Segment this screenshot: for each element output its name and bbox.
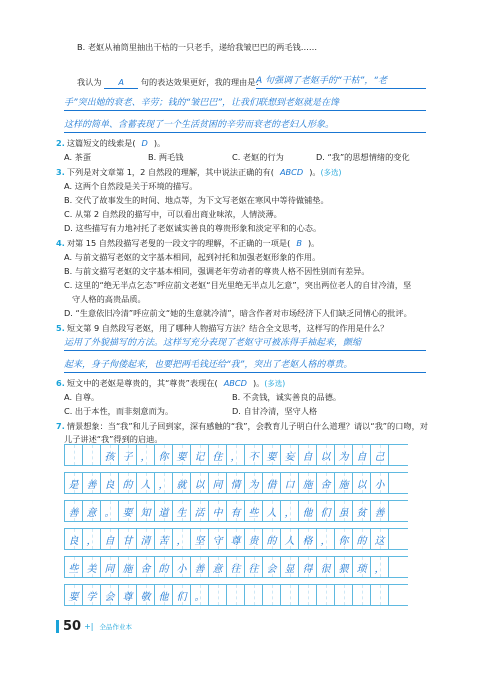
q5-answer-line-2[interactable]: 起来，身子佝偻起来，也要把两毛钱还给“我”，突出了老妪人格的尊贵。 [64,360,353,370]
page-footer [56,619,132,634]
grid-cell[interactable] [137,473,155,493]
grid-char: ， [284,507,295,519]
grid-cell[interactable] [65,501,83,521]
reason-line-2[interactable]: 手”突出她的衰老、辛劳；钱的“皱巴巴”，让我们联想到老妪就是在馋 [64,98,339,108]
grid-char: 。 [194,591,205,603]
grid-cell[interactable] [245,445,263,465]
grid-cell[interactable] [83,585,101,605]
grid-cell[interactable] [227,445,245,465]
grid-char: 善 [194,563,205,575]
grid-cell[interactable] [353,557,371,577]
grid-char: 有 [230,507,241,519]
option-b-text: B. 老妪从袖筒里抽出干枯的一只老手，递给我皱巴巴的两毛钱…… [77,42,318,52]
q3-option-a: A. 这两个自然段是关于环境的描写。 [64,181,198,191]
grid-row [64,528,408,550]
grid-cell[interactable] [137,585,155,605]
grid-cell[interactable] [155,473,173,493]
grid-cell[interactable] [191,585,209,605]
q2-option-b: B. 两毛钱 [148,152,184,162]
grid-row [64,584,408,606]
grid-cell[interactable] [281,501,299,521]
grid-cell[interactable] [119,529,137,549]
grid-cell[interactable] [227,557,245,577]
grid-char: 苦 [158,535,169,547]
grid-char: 格 [302,535,313,547]
grid-char: 小 [176,563,187,575]
grid-cell[interactable] [137,557,155,577]
reason-line-1[interactable]: A 句强调了老妪手的“干枯”，“老 [256,76,388,86]
grid-cell[interactable] [245,501,263,521]
grid-char: ， [320,535,331,547]
q2-stem: 2. 这篇短文的线索是( D )。 [56,138,166,148]
grid-char: 善 [374,507,385,519]
grid-char: 的 [266,535,277,547]
grid-cell[interactable] [299,501,317,521]
q6-answer[interactable]: ABCD [223,378,247,388]
grid-row [64,472,408,494]
grid-cell[interactable] [263,529,281,549]
grid-cell[interactable] [191,529,209,549]
grid-cell[interactable] [191,473,209,493]
grid-cell[interactable] [299,473,317,493]
grid-cell[interactable] [245,473,263,493]
grid-char: 要 [68,591,79,603]
grid-char: 坚 [194,535,205,547]
grid-char: 善 [68,507,79,519]
grid-char: 人 [284,535,295,547]
grid-cell[interactable] [83,557,101,577]
grid-cell[interactable] [299,585,317,605]
grid-cell[interactable] [245,529,263,549]
reason-line-3[interactable]: 这样的简单、含蓄表现了一个生活贫困的辛劳而衰老的老妇人形象。 [64,120,335,130]
grid-char: 子 [122,451,133,463]
grid-char: 贫 [356,507,367,519]
grid-cell[interactable] [209,585,227,605]
opinion-line: 我认为 A 句的表达效果更好，我的理由是： [77,77,264,87]
grid-cell[interactable] [299,557,317,577]
grid-cell[interactable] [281,529,299,549]
grid-char: 很 [320,563,331,575]
grid-cell[interactable] [83,501,101,521]
q4-answer[interactable]: B [296,238,302,248]
grid-cell[interactable] [299,445,317,465]
grid-cell[interactable] [335,557,353,577]
grid-cell[interactable] [371,473,389,493]
grid-cell[interactable] [281,445,299,465]
grid-char: 口 [284,479,295,491]
q2-option-c: C. 老妪的行为 [232,152,284,162]
grid-char: 敬 [140,591,151,603]
grid-char: ， [176,535,187,547]
grid-char: 得 [302,563,313,575]
grid-cell[interactable] [119,557,137,577]
grid-char: 猥 [338,563,349,575]
grid-char: 舍 [320,479,331,491]
grid-char: 小 [374,479,385,491]
q4-option-a: A. 与前文描写老妪的文字基本相同，起到衬托和加强老妪形象的作用。 [64,252,321,262]
grid-cell[interactable] [101,445,119,465]
q6-option-d: D. 自甘冷清，坚守人格 [232,406,318,416]
grid-cell[interactable] [335,473,353,493]
grid-char: 们 [176,591,187,603]
grid-char: 不 [248,451,259,463]
grid-char: 人 [140,479,151,491]
grid-char: 尊 [122,591,133,603]
grid-cell[interactable] [353,585,371,605]
grid-cell[interactable] [155,501,173,521]
grid-char: 尊 [230,535,241,547]
grid-cell[interactable] [65,445,83,465]
grid-char: 些 [248,507,259,519]
grid-cell[interactable] [119,445,137,465]
grid-char: 妄 [284,451,295,463]
q3-answer[interactable]: ABCD [279,167,304,177]
grid-char: 施 [338,479,349,491]
grid-cell[interactable] [155,529,173,549]
grid-cell[interactable] [335,445,353,465]
grid-cell[interactable] [317,501,335,521]
q2-option-a: A. 茶蛋 [64,152,92,162]
grid-cell[interactable] [101,501,119,521]
grid-char: ， [140,451,151,463]
grid-cell[interactable] [65,557,83,577]
grid-cell[interactable] [137,501,155,521]
grid-char: 的 [158,563,169,575]
grid-char: 贵 [248,535,259,547]
q3-option-d: D. 这些描写有力地衬托了老妪诚实善良的尊贵形象和淡定平和的心态。 [64,223,322,233]
grid-cell[interactable] [281,473,299,493]
grid-char: 生 [176,507,187,519]
grid-cell[interactable] [263,585,281,605]
grid-cell[interactable] [83,473,101,493]
grid-char: 往 [230,563,241,575]
grid-char: 显 [284,563,295,575]
q3-option-b: B. 交代了故事发生的时间、地点等，为下文写老妪在寒风中等待做铺垫。 [64,195,329,205]
grid-cell[interactable] [173,501,191,521]
grid-char: 是 [68,479,79,491]
grid-cell[interactable] [173,529,191,549]
grid-cell[interactable] [119,473,137,493]
grid-char: 中 [212,507,223,519]
grid-char: 的 [122,479,133,491]
grid-char: ， [158,479,169,491]
q6-stem: 6. 短文中的老妪是尊贵的，其“尊贵”表现在( ABCD )。(多选) [56,378,286,388]
grid-cell[interactable] [245,585,263,605]
grid-cell[interactable] [281,585,299,605]
grid-char: 你 [338,535,349,547]
grid-char: 住 [212,451,223,463]
page-number: 50 [63,619,82,634]
q6-option-a: A. 自尊。 [64,392,100,402]
grid-char: 的 [356,535,367,547]
grid-cell[interactable] [263,445,281,465]
grid-char: 以 [194,479,205,491]
q4-option-c-cont: 守人格的高贵品质。 [72,294,146,304]
composition-grid[interactable] [64,444,408,612]
q4-option-d: D. “生意依旧冷清”呼应前文“她的生意就冷清”，暗含作者对市场经济下人们缺乏同情心的批评。 [64,308,412,318]
grid-cell[interactable] [83,529,101,549]
grid-char: 同 [212,479,223,491]
footer-brand: 全品作业本 [99,623,132,631]
grid-cell[interactable] [173,557,191,577]
grid-char: 善 [86,479,97,491]
grid-char: 这 [374,535,385,547]
grid-char: 以 [356,479,367,491]
grid-cell[interactable] [371,529,389,549]
grid-char: 要 [122,507,133,519]
grid-cell[interactable] [263,501,281,521]
grid-char: 美 [86,563,97,575]
grid-cell[interactable] [245,557,263,577]
q3-stem: 3. 下列是对文章第 1，2 自然段的理解，其中说法正确的有( ABCD )。(多选) [56,167,342,177]
grid-char: 他 [302,507,313,519]
grid-char: 良 [68,535,79,547]
grid-char: 就 [176,479,187,491]
grid-cell[interactable] [119,501,137,521]
grid-cell[interactable] [191,501,209,521]
q5-stem: 5. 短文第 9 自然段写老妪，用了哪种人物描写方法？结合全文思考，这样写的作用是什么？ [56,323,389,333]
grid-char: 为 [338,451,349,463]
grid-char: 为 [248,479,259,491]
grid-cell[interactable] [173,585,191,605]
grid-char: 意 [86,507,97,519]
grid-char: 自 [356,451,367,463]
grid-cell[interactable] [335,501,353,521]
grid-char: 同 [104,563,115,575]
grid-char: 记 [194,451,205,463]
grid-cell[interactable] [137,529,155,549]
grid-char: 意 [212,563,223,575]
q7-stem-2: 儿子讲述“我”得到的启迪。 [64,434,163,444]
grid-char: 守 [212,535,223,547]
grid-cell[interactable] [209,529,227,549]
grid-cell[interactable] [263,557,281,577]
grid-cell[interactable] [227,529,245,549]
grid-cell[interactable] [83,445,101,465]
grid-cell[interactable] [353,501,371,521]
grid-char: 良 [104,479,115,491]
grid-cell[interactable] [263,473,281,493]
grid-cell[interactable] [353,473,371,493]
grid-char: 会 [266,563,277,575]
q4-stem: 4. 对第 15 自然段描写老叟的一段文字的理解，不正确的一项是( B )。 [56,238,320,248]
grid-char: 施 [122,563,133,575]
grid-cell[interactable] [227,501,245,521]
grid-cell[interactable] [173,445,191,465]
grid-cell[interactable] [101,585,119,605]
grid-cell[interactable] [335,585,353,605]
grid-char: 自 [302,451,313,463]
grid-char: 活 [194,507,205,519]
grid-cell[interactable] [65,473,83,493]
q6-option-b: B. 不贪钱，诚实善良的品德。 [232,392,342,402]
grid-cell[interactable] [335,529,353,549]
grid-cell[interactable] [317,473,335,493]
grid-char: 借 [266,479,277,491]
grid-cell[interactable] [371,557,389,577]
grid-cell[interactable] [227,585,245,605]
grid-char: 学 [86,591,97,603]
grid-cell[interactable] [191,445,209,465]
grid-cell[interactable] [173,473,191,493]
footer-separator: +| [84,622,94,631]
grid-char: 些 [68,563,79,575]
grid-cell[interactable] [155,585,173,605]
grid-char: 往 [248,563,259,575]
grid-cell[interactable] [317,529,335,549]
q6-option-c: C. 出于本性，而非刻意而为。 [64,406,174,416]
q5-answer-line-1[interactable]: 运用了外貌描写的方法。这样写充分表现了老妪守可被冻得手袖起来，颤缩 [64,338,362,348]
grid-row [64,500,408,522]
grid-cell[interactable] [317,585,335,605]
grid-char: 情 [230,479,241,491]
grid-char: 清 [140,535,151,547]
grid-cell[interactable] [209,473,227,493]
grid-cell[interactable] [371,501,389,521]
grid-char: ， [230,451,241,463]
grid-char: ， [374,563,385,575]
grid-cell[interactable] [65,529,83,549]
footer-bar [56,620,59,633]
q4-option-b: B. 与前文描写老妪的文字基本相同，强调老年劳动者的尊贵人格不因性别而有差异。 [64,266,370,276]
q2-answer[interactable]: D [141,138,148,148]
grid-cell[interactable] [101,557,119,577]
grid-row [64,444,408,466]
q2-option-d: D. “我”的思想情绪的变化 [316,152,410,162]
grid-cell[interactable] [119,585,137,605]
grid-char: 知 [140,507,151,519]
grid-char: 甘 [122,535,133,547]
grid-cell[interactable] [209,557,227,577]
grid-char: 。 [104,507,115,519]
grid-cell[interactable] [101,529,119,549]
grid-char: 你 [158,451,169,463]
grid-cell[interactable] [191,557,209,577]
q3-option-c: C. 从第 2 自然段的描写中，可以看出商业味浓，人情淡薄。 [64,209,282,219]
grid-cell[interactable] [317,445,335,465]
grid-char: 舍 [140,563,151,575]
grid-char: 虽 [338,507,349,519]
grid-char: 己 [374,451,385,463]
grid-cell[interactable] [371,445,389,465]
grid-char: ， [86,535,97,547]
grid-char: 会 [104,591,115,603]
grid-char: 施 [302,479,313,491]
grid-cell[interactable] [281,557,299,577]
grid-char: 道 [158,507,169,519]
grid-char: 人 [266,507,277,519]
grid-cell[interactable] [155,445,173,465]
grid-cell[interactable] [155,557,173,577]
grid-char: 琐 [356,563,367,575]
q4-option-c: C. 这里的“绝无半点乞态”呼应前文老妪“目光里绝无半点儿乞意”，突出两位老人的自甘冷清，坚 [64,280,412,290]
grid-char: 要 [176,451,187,463]
q7-stem-1: 7. 情景想象：当“我”和儿子回到家，深有感触的“我”，会教育儿子明白什么道理？请以“我”的口吻，对 [56,421,428,431]
grid-cell[interactable] [299,529,317,549]
opinion-choice[interactable]: A [104,77,138,89]
grid-cell[interactable] [353,445,371,465]
grid-cell[interactable] [137,445,155,465]
grid-char: 以 [320,451,331,463]
grid-char: 孩 [104,451,115,463]
grid-char: 自 [104,535,115,547]
grid-row [64,556,408,578]
grid-char: 要 [266,451,277,463]
grid-cell[interactable] [227,473,245,493]
grid-cell[interactable] [65,585,83,605]
grid-cell[interactable] [101,473,119,493]
grid-cell[interactable] [209,501,227,521]
grid-cell[interactable] [209,445,227,465]
grid-char: 们 [320,507,331,519]
grid-cell[interactable] [317,557,335,577]
grid-cell[interactable] [353,529,371,549]
grid-char: 他 [158,591,169,603]
grid-cell[interactable] [371,585,389,605]
